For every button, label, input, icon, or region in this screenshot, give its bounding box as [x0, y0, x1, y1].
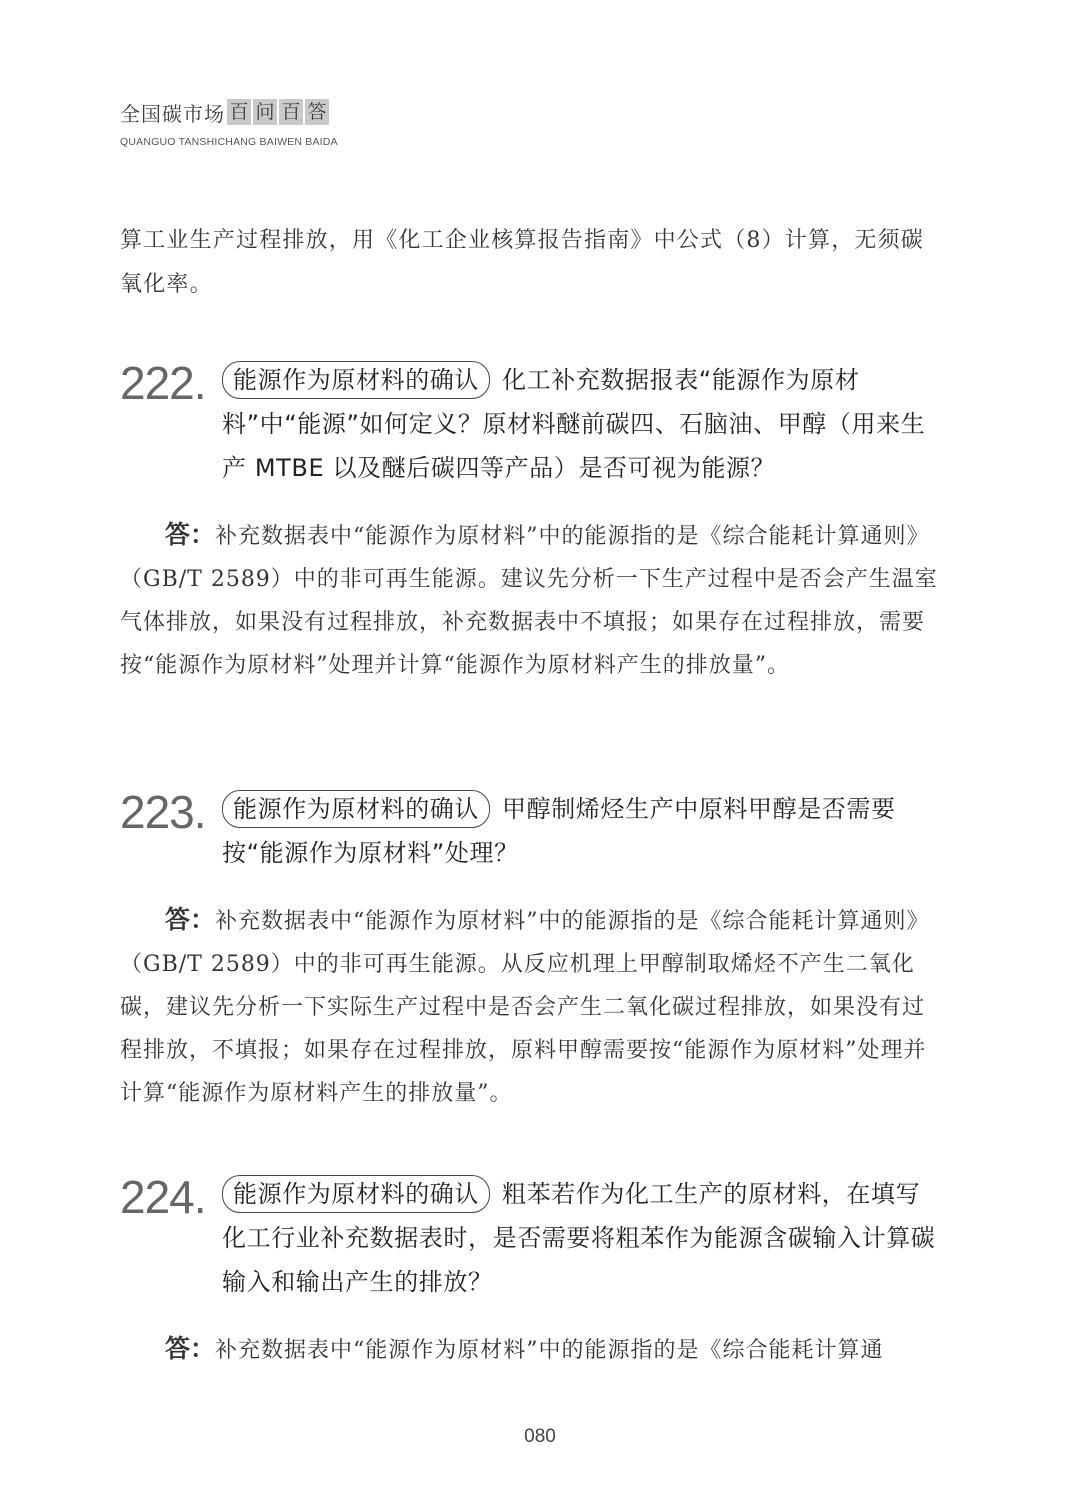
- question-number: 224.: [120, 1171, 206, 1223]
- answer-text: 补充数据表中“能源作为原材料”中的能源指的是《综合能耗计算通则》（GB/T 2589）中的非可再生能源。建议先分析一下生产过程中是否会产生温室气体排放，如果没有过程排放，补充数据表中不填报；如果存在过程排放，需要按“能源作为原材料”处理并计算“能源作为原材料产生的排放量”。: [120, 524, 938, 678]
- header-box-char: 百: [227, 99, 251, 125]
- question-text-block: [222, 358, 942, 490]
- question-text: 甲醇制烯烃生产中原料甲醇是否需要按“能源作为原材料”处理？: [222, 795, 896, 867]
- intro-paragraph: 算工业生产过程排放，用《化工企业核算报告指南》中公式（8）计算，无须碳氧化率。: [120, 228, 924, 297]
- header-box-char: 答: [305, 99, 329, 125]
- question-number: 222.: [120, 357, 206, 409]
- answer-label: 答：: [165, 905, 216, 934]
- topic-tag: 能源作为原材料的确认: [222, 1175, 490, 1213]
- question-text-block: [222, 787, 942, 875]
- question-number: 223.: [120, 786, 206, 838]
- running-header: [120, 96, 380, 148]
- answer-text: 补充数据表中“能源作为原材料”中的能源指的是《综合能耗计算通则》（GB/T 2589）中的非可再生能源。从反应机理上甲醇制取烯烃不产生二氧化碳，建议先分析一下实际生产过程中是否会产生二氧化碳过程排放，如果没有过程排放，不填报；如果存在过程排放，原料甲醇需要按“能源作为原材料”处理并计算“能源作为原材料产生的排放量”。: [120, 909, 930, 1106]
- topic-tag: 能源作为原材料的确认: [222, 361, 490, 399]
- question-text: 化工补充数据报表“能源作为原材料”中“能源”如何定义？原材料醚前碳四、石脑油、甲醇（用来生产 MTBE 以及醚后碳四等产品）是否可视为能源？: [222, 366, 926, 482]
- header-title-line: [120, 96, 380, 128]
- header-box-char: 问: [253, 99, 277, 125]
- answer-224: [120, 1327, 940, 1372]
- question-text-block: [222, 1172, 942, 1304]
- answer-label: 答：: [165, 520, 216, 549]
- question-text: 粗苯若作为化工生产的原材料，在填写化工行业补充数据表时，是否需要将粗苯作为能源含碳输入计算碳输入和输出产生的排放？: [222, 1180, 936, 1296]
- header-title: 全国碳市场: [120, 101, 225, 126]
- answer-text: 补充数据表中“能源作为原材料”中的能源指的是《综合能耗计算通: [215, 1338, 884, 1363]
- topic-tag: 能源作为原材料的确认: [222, 790, 490, 828]
- answer-label: 答：: [165, 1334, 216, 1363]
- header-subtitle: QUANGUO TANSHICHANG BAIWEN BAIDA: [120, 136, 338, 148]
- answer-223: [120, 898, 940, 1115]
- header-box-char: 百: [279, 99, 303, 125]
- answer-222: [120, 513, 940, 687]
- page-number: 080: [524, 1426, 556, 1447]
